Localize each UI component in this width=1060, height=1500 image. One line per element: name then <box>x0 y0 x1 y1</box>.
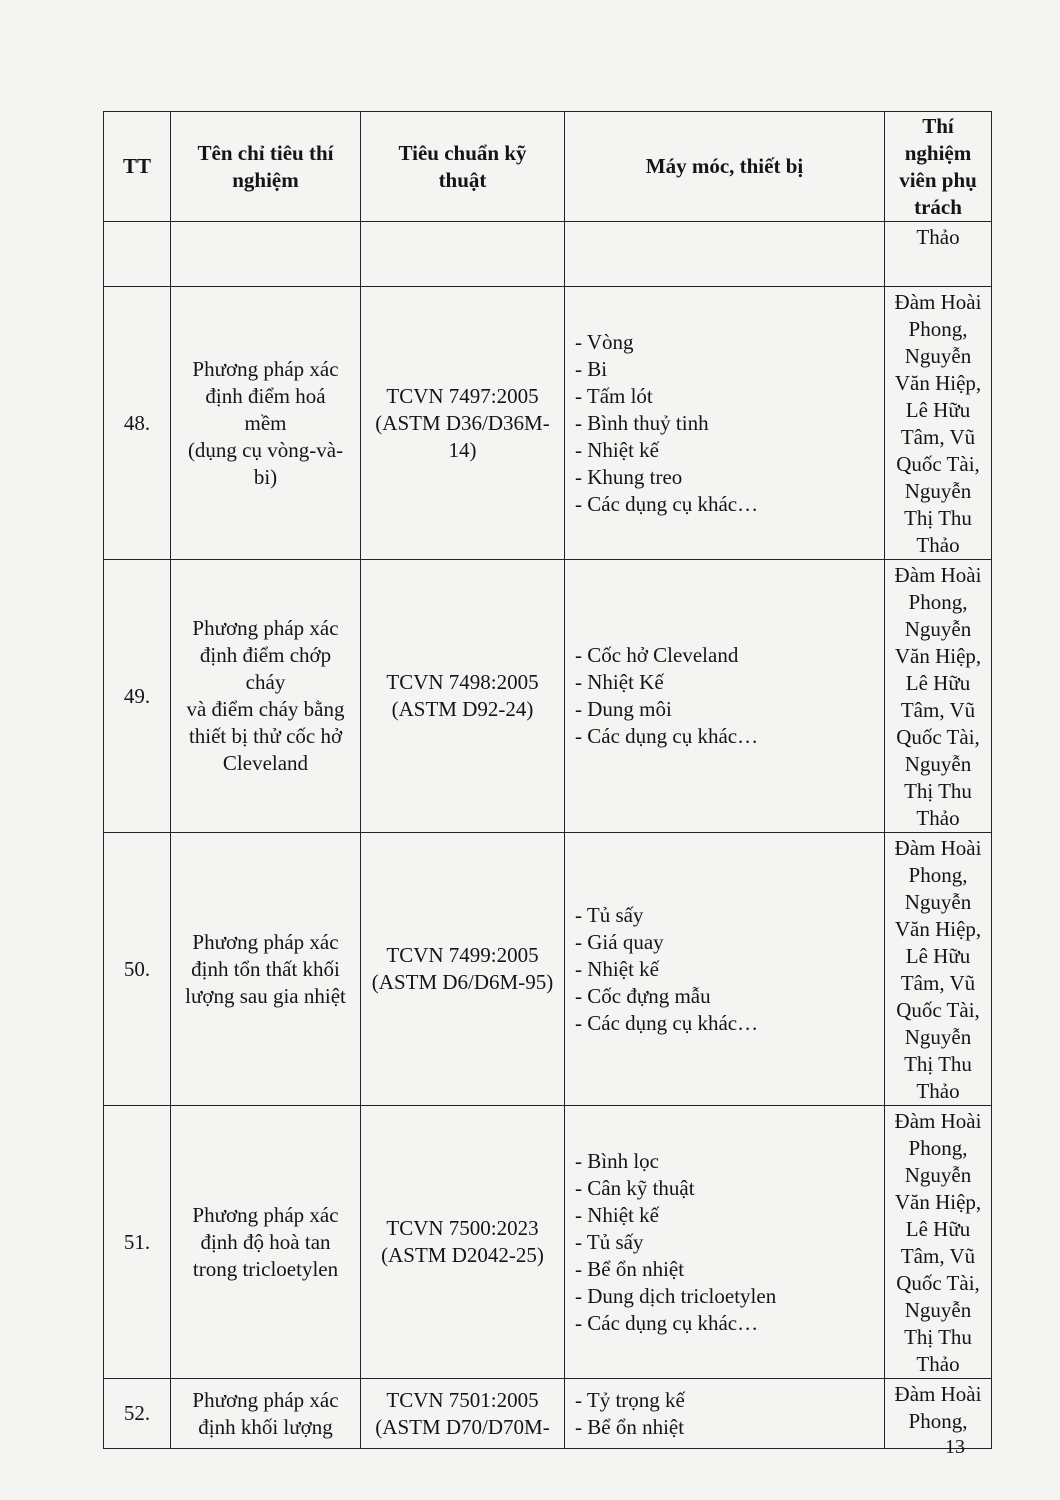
header-technician <box>885 112 992 222</box>
text-line: Văn Hiệp, <box>894 644 982 668</box>
text-line: - Giá quay <box>575 929 664 954</box>
text-line: (dụng cụ vòng-và- <box>187 437 344 462</box>
text-line: - Cân kỹ thuật <box>575 1175 695 1200</box>
text-line: thiết bị thử cốc hở <box>188 724 343 748</box>
text-line: định tổn thất khối <box>191 956 340 981</box>
text-line: - Tủ sấy <box>575 902 644 927</box>
standard-cell <box>361 833 565 1106</box>
text-line: - Tấm lót <box>575 383 653 408</box>
text-line: lượng sau gia nhiệt <box>185 983 346 1008</box>
technician-cell <box>885 560 992 833</box>
text-line: - Vòng <box>575 329 634 354</box>
text-line: - Bình thuỷ tinh <box>575 410 709 435</box>
text-line: Thị Thu <box>904 1052 972 1076</box>
text-line: Thị Thu <box>904 779 972 803</box>
text-line: TCVN 7501:2005 <box>386 1387 539 1412</box>
text-line: nghiệm <box>904 140 972 165</box>
text-line: Tâm, Vũ <box>900 971 976 995</box>
indicator-cell <box>171 833 361 1106</box>
text-line: Thí <box>922 113 954 138</box>
indicator-cell <box>171 1106 361 1379</box>
text-line: Quốc Tài, <box>896 725 980 749</box>
text-line: Lê Hữu <box>905 944 971 968</box>
text-line: - Các dụng cụ khác… <box>575 491 759 516</box>
header-equipment: Máy móc, thiết bị <box>565 112 885 222</box>
text-line: - Bi <box>575 356 608 381</box>
table-row <box>104 287 992 560</box>
text-line: Nguyễn <box>904 1298 972 1322</box>
text-line: Phương pháp xác <box>192 929 339 954</box>
header-standard <box>361 112 565 222</box>
header-tt: TT <box>104 112 171 222</box>
text-line: bi) <box>253 464 278 489</box>
text-line: - Các dụng cụ khác… <box>575 1010 759 1035</box>
text-line: - Dung môi <box>575 697 672 721</box>
text-line: Văn Hiệp, <box>894 1190 982 1214</box>
text-line: - Cốc đựng mẫu <box>575 983 711 1008</box>
table-row <box>104 833 992 1106</box>
text-line: mềm <box>244 410 287 435</box>
text-line: định độ hoà tan <box>200 1229 331 1254</box>
row-number: 49. <box>104 560 171 833</box>
standard-cell <box>361 560 565 833</box>
continuation-row <box>104 222 992 287</box>
text-line: Thảo <box>916 806 960 830</box>
header-indicator <box>171 112 361 222</box>
text-line: Tâm, Vũ <box>900 425 976 449</box>
indicator-cell <box>171 1379 361 1449</box>
text-line: Thảo <box>916 533 960 557</box>
text-line: Quốc Tài, <box>896 452 980 476</box>
text-line: định khối lượng <box>198 1414 333 1439</box>
text-line: Thị Thu <box>904 1325 972 1349</box>
technician-cell <box>885 833 992 1106</box>
text-line: (ASTM D2042-25) <box>381 1243 544 1267</box>
text-line: cháy <box>245 670 286 694</box>
text-line: Tâm, Vũ <box>900 698 976 722</box>
text-line: Văn Hiệp, <box>894 371 982 395</box>
text-line: Đàm Hoài <box>894 1109 982 1133</box>
text-line: - Bể ổn nhiệt <box>575 1414 685 1439</box>
table-row <box>104 560 992 833</box>
test-methods-table <box>103 111 992 1449</box>
text-line: Nguyễn <box>904 479 972 503</box>
text-line: - Các dụng cụ khác… <box>575 724 759 748</box>
indicator-cell <box>171 560 361 833</box>
row-number: 52. <box>104 1379 171 1449</box>
indicator-cell <box>171 287 361 560</box>
text-line: trách <box>914 194 962 219</box>
page-number: 13 <box>945 1436 965 1458</box>
standard-cell <box>361 1106 565 1379</box>
text-line: Tâm, Vũ <box>900 1244 976 1268</box>
text-line: - Dung dịch tricloetylen <box>575 1283 777 1308</box>
text-line: Nguyễn <box>904 1163 972 1187</box>
text-line: Nguyễn <box>904 890 972 914</box>
continuation-technician: Thảo <box>885 222 992 287</box>
text-line: Phương pháp xác <box>192 1202 339 1227</box>
text-line: viên phụ <box>899 167 977 192</box>
text-line: - Tủ sấy <box>575 1229 644 1254</box>
text-line: Tên chỉ tiêu thí <box>197 140 334 165</box>
text-line: Tiêu chuẩn kỹ <box>398 140 527 165</box>
text-line: Văn Hiệp, <box>894 917 982 941</box>
text-line: Thảo <box>916 1352 960 1376</box>
equipment-cell <box>565 1106 885 1379</box>
text-line: Nguyễn <box>904 617 972 641</box>
row-number: 50. <box>104 833 171 1106</box>
text-line: Lê Hữu <box>905 398 971 422</box>
text-line: - Cốc hở Cleveland <box>575 643 739 667</box>
text-line: 14) <box>448 437 477 462</box>
text-line: - Tỷ trọng kế <box>575 1387 685 1412</box>
equipment-cell <box>565 560 885 833</box>
text-line: (ASTM D92-24) <box>391 697 534 721</box>
text-line: trong tricloetylen <box>192 1256 339 1281</box>
standard-cell <box>361 287 565 560</box>
text-line: Quốc Tài, <box>896 998 980 1022</box>
table-row <box>104 1379 992 1449</box>
text-line: Phong, <box>908 1409 968 1433</box>
text-line: thuật <box>438 167 487 192</box>
text-line: Nguyễn <box>904 1025 972 1049</box>
text-line: và điểm cháy bằng <box>186 697 345 721</box>
text-line: TCVN 7499:2005 <box>386 943 539 967</box>
table-header-row <box>104 112 992 222</box>
text-line: Lê Hữu <box>905 671 971 695</box>
text-line: Phương pháp xác <box>192 356 339 381</box>
text-line: - Nhiệt kế <box>575 1202 659 1227</box>
text-line: nghiệm <box>232 167 299 192</box>
text-line: TCVN 7500:2023 <box>386 1216 539 1240</box>
standard-cell <box>361 1379 565 1449</box>
text-line: Phong, <box>908 863 968 887</box>
text-line: Đàm Hoài <box>894 290 982 314</box>
text-line: TCVN 7497:2005 <box>386 383 539 408</box>
text-line: Thảo <box>916 1079 960 1103</box>
equipment-cell <box>565 833 885 1106</box>
row-number: 48. <box>104 287 171 560</box>
text-line: Đàm Hoài <box>894 563 982 587</box>
text-line: Phong, <box>908 1136 968 1160</box>
text-line: định điểm hoá <box>205 383 326 408</box>
equipment-cell <box>565 287 885 560</box>
text-line: (ASTM D36/D36M- <box>375 410 550 435</box>
table-row <box>104 1106 992 1379</box>
text-line: - Các dụng cụ khác… <box>575 1310 759 1335</box>
text-line: - Nhiệt kế <box>575 956 659 981</box>
text-line: Nguyễn <box>904 752 972 776</box>
text-line: - Bể ổn nhiệt <box>575 1256 685 1281</box>
text-line: Cleveland <box>222 751 309 775</box>
text-line: TCVN 7498:2005 <box>386 670 539 694</box>
text-line: Phương pháp xác <box>192 1387 339 1412</box>
text-line: - Bình lọc <box>575 1148 659 1173</box>
text-line: định điểm chớp <box>199 643 332 667</box>
text-line: - Khung treo <box>575 464 683 489</box>
text-line: Phong, <box>908 317 968 341</box>
text-line: Thị Thu <box>904 506 972 530</box>
text-line: Nguyễn <box>904 344 972 368</box>
row-number: 51. <box>104 1106 171 1379</box>
text-line: Phương pháp xác <box>192 616 339 640</box>
text-line: Đàm Hoài <box>894 836 982 860</box>
text-line: Phong, <box>908 590 968 614</box>
equipment-cell <box>565 1379 885 1449</box>
text-line: Quốc Tài, <box>896 1271 980 1295</box>
technician-cell <box>885 1106 992 1379</box>
text-line: - Nhiệt kế <box>575 437 659 462</box>
text-line: (ASTM D6/D6M-95) <box>371 970 554 994</box>
text-line: Đàm Hoài <box>894 1382 982 1406</box>
text-line: - Nhiệt Kế <box>575 670 664 694</box>
technician-cell <box>885 287 992 560</box>
technician-cell <box>885 1379 992 1449</box>
text-line: (ASTM D70/D70M- <box>375 1414 550 1439</box>
text-line: Lê Hữu <box>905 1217 971 1241</box>
